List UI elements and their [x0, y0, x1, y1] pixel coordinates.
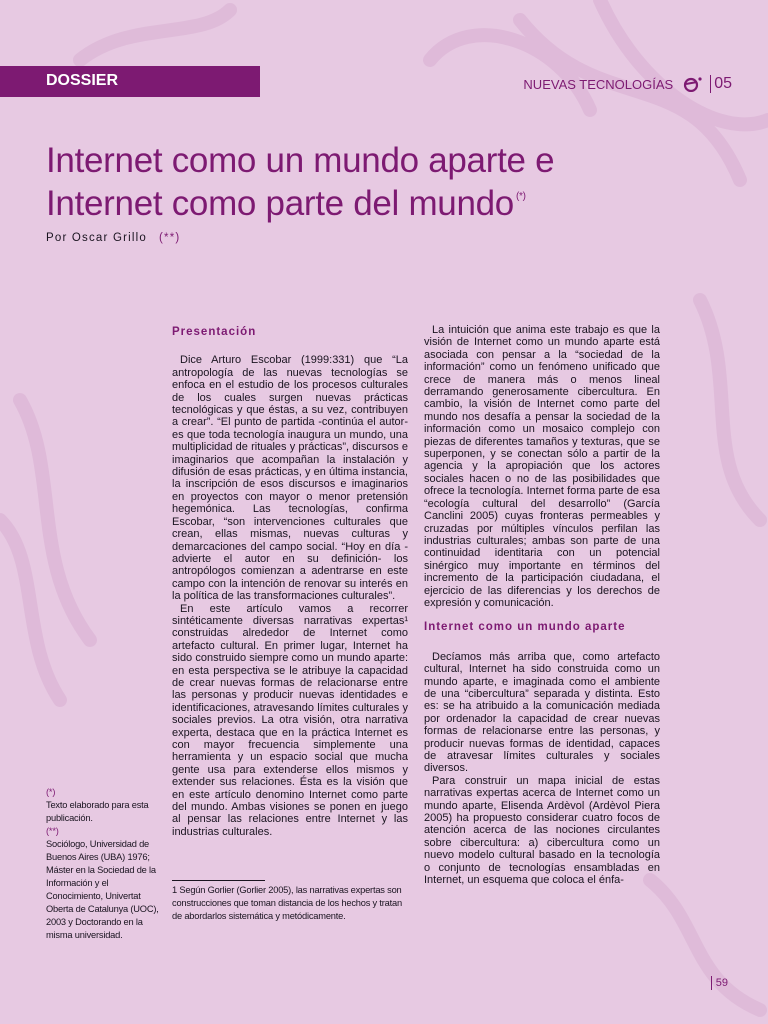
footnote-rule	[172, 880, 265, 881]
section-header	[523, 74, 732, 94]
title-line-2: Internet como parte del mundo	[46, 184, 514, 223]
paragraph: Para construir un mapa inicial de estas narrativas expertas acerca de Internet como un mundo aparte, Elisenda Ardèvol (Ardèvol Piera 2005) ha propuesto considerar cuatro focos de atención acerca de las nociones circulantes sobre cibercultura: a) cibercultura como un nuevo modelo cultural basado en la tecnología o conjunto de tecnologías ensambladas en Internet, un esquema que coloca el énfa-	[424, 774, 660, 887]
category-label: NUEVAS TECNOLOGÍAS	[523, 76, 674, 92]
byline	[46, 232, 180, 244]
right-column	[424, 324, 660, 886]
section-label: DOSSIER	[46, 72, 119, 89]
note-text: Texto elaborado para esta publicación.	[46, 800, 149, 823]
author-note-mark: (**)	[159, 232, 181, 244]
heading-mundo-aparte: Internet como un mundo aparte	[424, 621, 626, 634]
dossier-section-bar	[0, 66, 260, 97]
paragraph: La intuición que anima este trabajo es que la visión de Internet como un mundo aparte está asociada con pensar a la “sociedad de la información” como un fenómeno unificado que crece de manera más o menos lineal derramando generosamente cibercultura. En cambio, la visión de Internet como parte del mundo nos desafía a pensar la sociedad de la información como un mosaico complejo con piezas de diferentes tamaños y texturas, que se superponen, y se conectan sólo a partir de la agencia y la apropiación que los actores sociales hacen o no de las posibilidades que ofrece la tecnología. Internet forma parte de esa “ecología cultural del desarrollo” (García Canclini 2005) cuyas fronteras permeables y cruzadas por múltiples vínculos perfilan las industrias culturales; ambas son parte de una continuidad identitaria con un potencial sinérgico muy importante en términos del incremento de la participación ciudadana, el ejercicio de las diferencias y los derechos de expresión y comunicación.	[424, 324, 660, 609]
left-column	[172, 326, 408, 838]
author-name: Por Oscar Grillo	[46, 232, 147, 244]
title-note-mark: (*)	[515, 191, 526, 202]
note-mark: (**)	[46, 826, 59, 836]
header-divider	[710, 75, 711, 93]
paragraph: Dice Arturo Escobar (1999:331) que “La antropología de las nuevas tecnologías se enfoca en el estudio de los procesos culturales de los cuales surgen nuevas prácticas tecnológicas y que éstas, a su vez, contribuyen a crear”. “El punto de partida -continúa el autor- es que toda tecnología inaugura un mundo, una multiplicidad de rituales y prácticas”, discursos e imaginarios que acompañan la instalación y difusión de esas prácticas, y en última instancia, la inscripción de esos discursos e imaginarios en proyectos con mayor o menor pretensión hegemónica. Las tecnologías, confirma Escobar, “son intervenciones culturales que crean, ellas mismas, nuevas culturas y demarcaciones del campo social. “Hoy en día -advierte el autor en su definición- los antropólogos comienzan a adentrarse en este campo con la intención de renovar su interés en la política de las transformaciones culturales”.	[172, 354, 408, 603]
title-line-1: Internet como un mundo aparte e	[46, 141, 555, 180]
author-notes	[46, 786, 164, 942]
paragraph: Decíamos más arriba que, como artefacto cultural, Internet ha sido construida como un mundo aparte, e imaginada como el ambiente de una “cibercultura” separada y distinta. Esto es: se ha atribuido a la comunicación mediada por ordenador la capacidad de crear nuevas formas de relacionarse entre las personas, y producir nuevas formas de identidad, capaces de atravesar límites culturales y sociales diversos.	[424, 650, 660, 775]
paragraph: En este artículo vamos a recorrer sintéticamente diversas narrativas expertas¹ construidas alrededor de Internet como artefacto cultural. En primer lugar, Internet ha sido construido siempre como un mundo aparte: en esta perspectiva se le atribuye la capacidad de crear nuevas formas de relacionarse entre las personas y producir nuevas identidades e identificaciones, atravesando límites culturales y sociales previos. La otra visión, otra narrativa experta, destaca que en la práctica Internet es con mayor frecuencia simplemente una herramienta y un espacio social que mucha gente usa para extenderse ellos mismos y extender sus relaciones. Ésta es la visión que en este artículo denomino Internet como parte del mundo. Ambas visiones se ponen en juego al pensar las relaciones entre Internet y las industrias culturales.	[172, 602, 408, 838]
page-number-divider	[711, 976, 712, 990]
article-title	[46, 143, 646, 222]
heading-presentacion: Presentación	[172, 326, 257, 338]
note-text: Sociólogo, Universidad de Buenos Aires (UBA) 1976; Máster en la Sociedad de la Información y el Conocimiento, Univertat Oberta de Catalunya (UOC), 2003 y Doctorando en la misma universidad.	[46, 839, 159, 940]
footnote: 1 Según Gorlier (Gorlier 2005), las narrativas expertas son construcciones que toman distancia de los hechos y tratan de abordarlos sistemática y metódicamente.	[172, 885, 402, 921]
issue-number: 05	[714, 75, 732, 92]
page-number	[711, 976, 728, 990]
note-mark: (*)	[46, 787, 56, 797]
e-logo-icon	[683, 76, 705, 92]
page-number-value: 59	[715, 977, 728, 989]
